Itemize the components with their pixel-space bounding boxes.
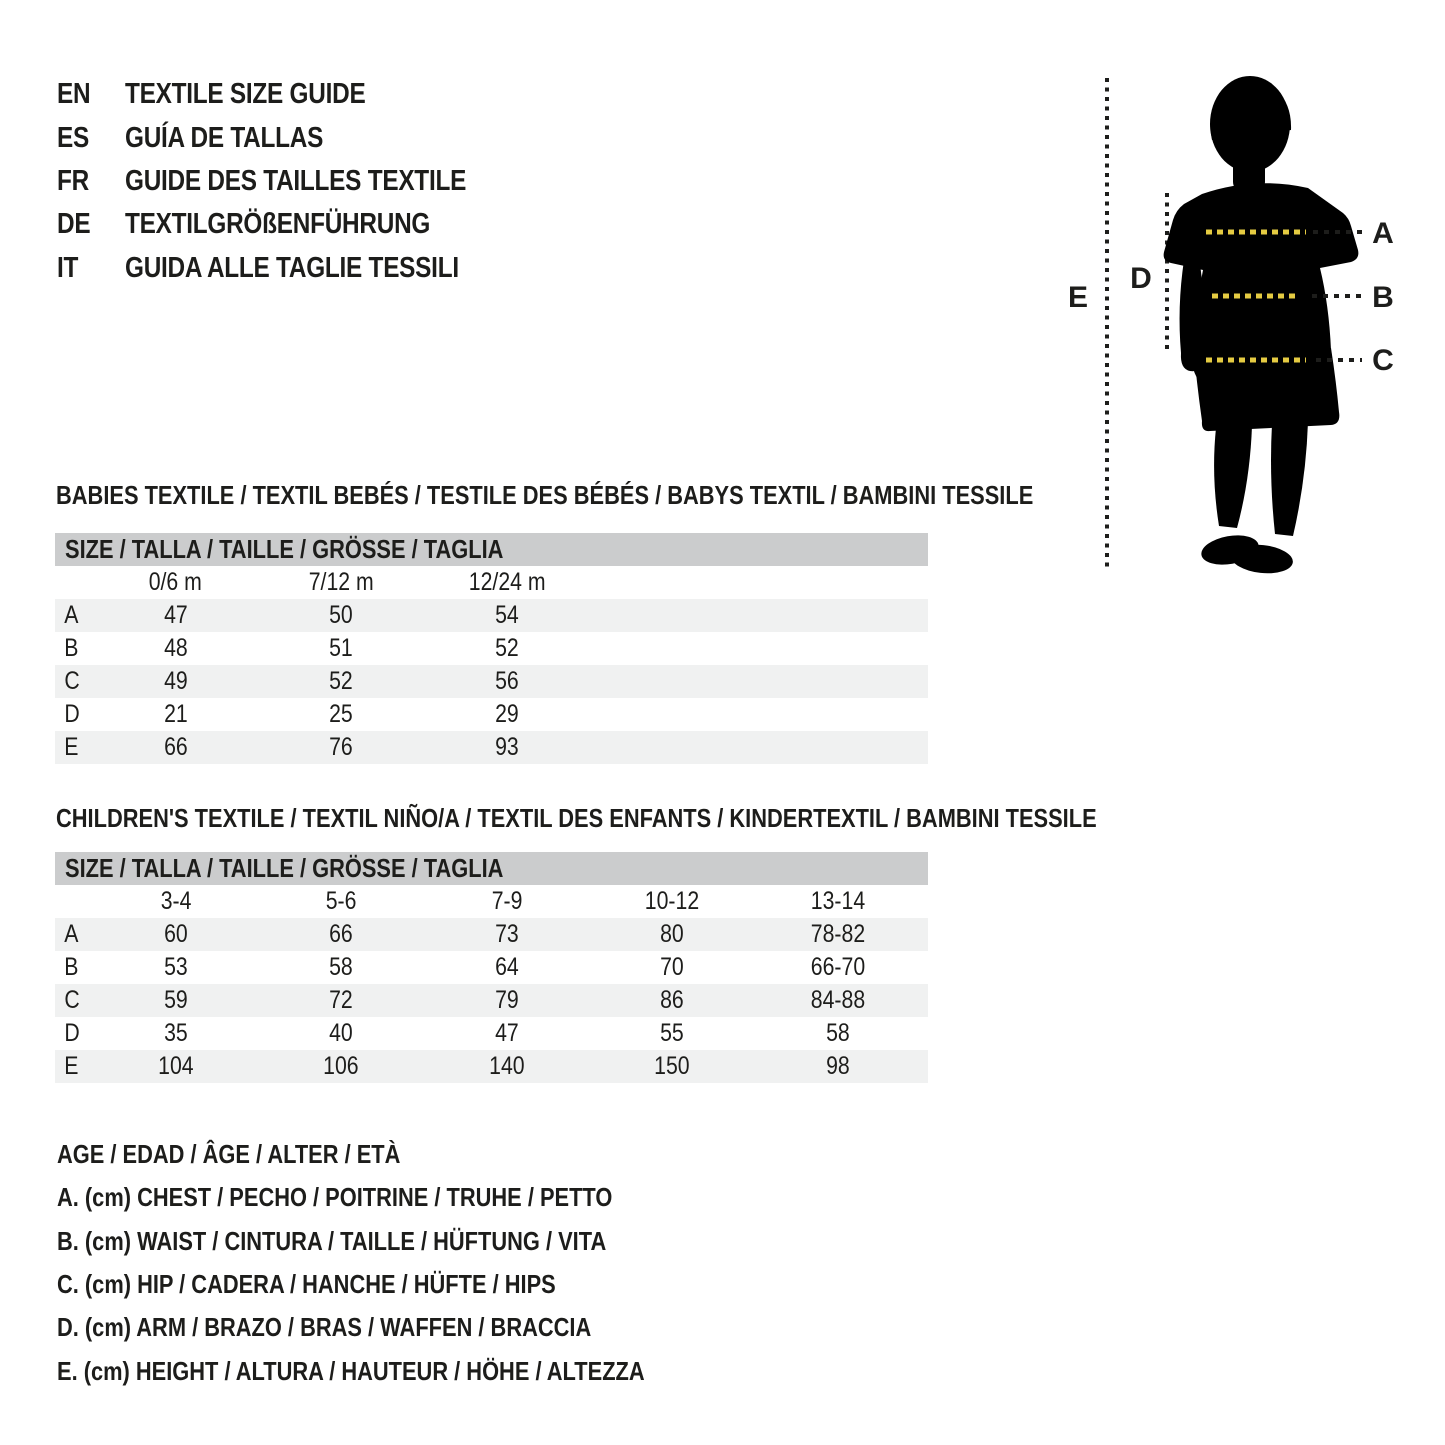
children-section-title: CHILDREN'S TEXTILE / TEXTIL NIÑO/A / TEXTIL DES ENFANTS / KINDERTEXTIL / BAMBINI TESSILE xyxy=(56,803,1097,833)
babies-row-a: A 47 50 54 xyxy=(55,599,928,632)
babies-row-d: D 21 25 29 xyxy=(64,700,519,728)
babies-column-header-row xyxy=(55,566,928,599)
title-row-en xyxy=(57,73,531,116)
children-row-b: B 53 58 64 70 66-70 xyxy=(64,953,865,981)
figure-label-d: D xyxy=(1130,262,1152,295)
babies-row-e: E 66 76 93 xyxy=(55,731,928,764)
title-row-it xyxy=(57,247,531,290)
children-row-e: E 104 106 140 150 98 xyxy=(55,1050,928,1083)
children-row-a: A 60 66 73 80 78-82 xyxy=(55,918,928,951)
babies-col-1: 7/12 m xyxy=(308,568,374,596)
babies-size-header-bar: SIZE / TALLA / TAILLE / GRÖSSE / TAGLIA xyxy=(55,533,928,566)
babies-row-b: B 48 51 52 xyxy=(64,634,519,662)
babies-row-c: C 49 52 56 xyxy=(55,665,928,698)
babies-section-title: BABIES TEXTILE / TEXTIL BEBÉS / TESTILE DES BÉBÉS / BABYS TEXTIL / BAMBINI TESSILE xyxy=(56,480,1034,510)
lang-code-de: DE xyxy=(57,208,91,241)
title-row-fr xyxy=(57,160,531,203)
children-size-header-bar: SIZE / TALLA / TAILLE / GRÖSSE / TAGLIA xyxy=(55,852,928,885)
babies-col-0: 0/6 m xyxy=(149,568,203,596)
children-col-0: 3-4 xyxy=(160,887,192,915)
figure-label-a: A xyxy=(1372,217,1394,250)
children-col-4: 13-14 xyxy=(810,887,865,915)
measurement-figure-svg xyxy=(1040,60,1440,600)
title-row-de xyxy=(57,203,531,246)
multilingual-title-block xyxy=(57,73,531,290)
legend-waist: B. (cm) WAIST / CINTURA / TAILLE / HÜFTUNG / VITA xyxy=(57,1225,607,1256)
title-es: GUÍA DE TALLAS xyxy=(125,121,324,154)
legend-age: AGE / EDAD / ÂGE / ALTER / ETÀ xyxy=(57,1139,401,1170)
children-row-d: D 35 40 47 55 58 xyxy=(64,1019,850,1047)
children-size-table xyxy=(55,852,928,1083)
children-row-c: C 59 72 79 86 84-88 xyxy=(55,984,928,1017)
children-column-header-row xyxy=(55,885,928,918)
lang-code-fr: FR xyxy=(57,164,89,197)
figure-label-c: C xyxy=(1372,344,1394,377)
lang-code-it: IT xyxy=(57,251,79,284)
figure-label-e: E xyxy=(1067,281,1089,314)
title-en: TEXTILE SIZE GUIDE xyxy=(125,78,366,111)
legend-arm: D. (cm) ARM / BRAZO / BRAS / WAFFEN / BRACCIA xyxy=(57,1312,592,1343)
title-fr: GUIDE DES TAILLES TEXTILE xyxy=(125,164,467,197)
children-col-1: 5-6 xyxy=(325,887,357,915)
title-it: GUIDA ALLE TAGLIE TESSILI xyxy=(125,251,459,284)
children-col-2: 7-9 xyxy=(491,887,523,915)
title-row-es xyxy=(57,116,531,159)
babies-size-table xyxy=(55,533,928,764)
babies-col-2: 12/24 m xyxy=(468,568,546,596)
legend-chest: A. (cm) CHEST / PECHO / POITRINE / TRUHE / PETTO xyxy=(57,1182,613,1213)
children-col-3: 10-12 xyxy=(645,887,700,915)
measurement-legend xyxy=(57,1133,757,1393)
figure-label-b: B xyxy=(1372,281,1394,314)
measurement-figure xyxy=(1040,60,1440,600)
lang-code-es: ES xyxy=(57,121,89,154)
title-de: TEXTILGRÖßENFÜHRUNG xyxy=(125,208,431,241)
legend-hip: C. (cm) HIP / CADERA / HANCHE / HÜFTE / HIPS xyxy=(57,1269,556,1300)
legend-height: E. (cm) HEIGHT / ALTURA / HAUTEUR / HÖHE / ALTEZZA xyxy=(57,1355,645,1386)
lang-code-en: EN xyxy=(57,78,91,111)
